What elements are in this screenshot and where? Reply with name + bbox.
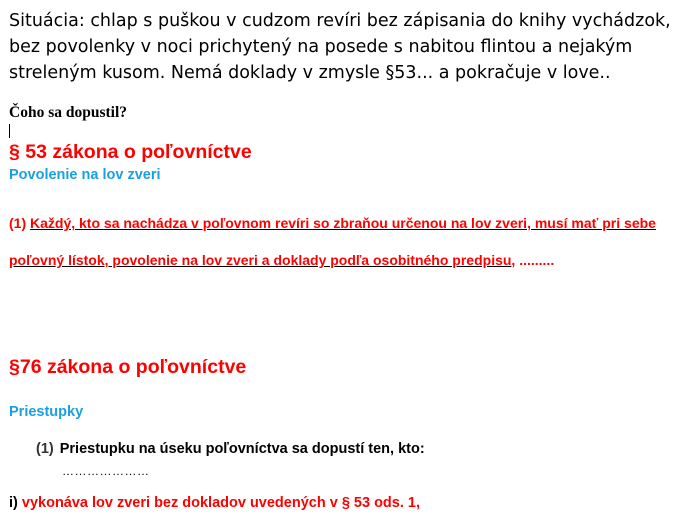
question-text: Čoho sa dopustil? [9,104,128,121]
section-76-heading: §76 zákona o poľovníctve [9,356,247,378]
subitem-label: i) [9,495,18,511]
situation-text: Situácia: chlap s puškou v cudzom revíri bez zápisania do knihy vychádzok, bez povolenky v noci prichytený na posede s nabitou flintou a nejakým streleným kusom. Nemá doklady v zmysle §53... a pokračuje v love.. [9,11,671,83]
section-76-subheading: Priestupky [9,404,84,420]
section-53-heading: § 53 zákona o poľovníctve [9,141,252,163]
item-number: (1) [36,441,54,457]
item-text: Priestupku na úseku poľovníctva sa dopustí ten, kto: [59,441,425,457]
section-76-item [36,441,425,457]
section-76-subitem [9,495,420,511]
paragraph-text: Každý, kto sa nachádza v poľovnom revíri so zbraňou určenou na lov zveri, musí mať pri sebe poľovný lístok, povolenie na lov zveri a doklady podľa osobitného predpisu [9,215,656,268]
subitem-text: vykonáva lov zveri bez dokladov uvedených v § 53 ods. 1, [17,495,421,511]
ellipsis-dots: ………………… [62,464,150,478]
text-cursor [9,124,10,138]
paragraph-tail: , ......... [511,252,555,268]
section-53-paragraph [9,205,673,279]
paragraph-number: (1) [9,215,30,231]
section-53-subheading: Povolenie na lov zveri [9,167,161,183]
